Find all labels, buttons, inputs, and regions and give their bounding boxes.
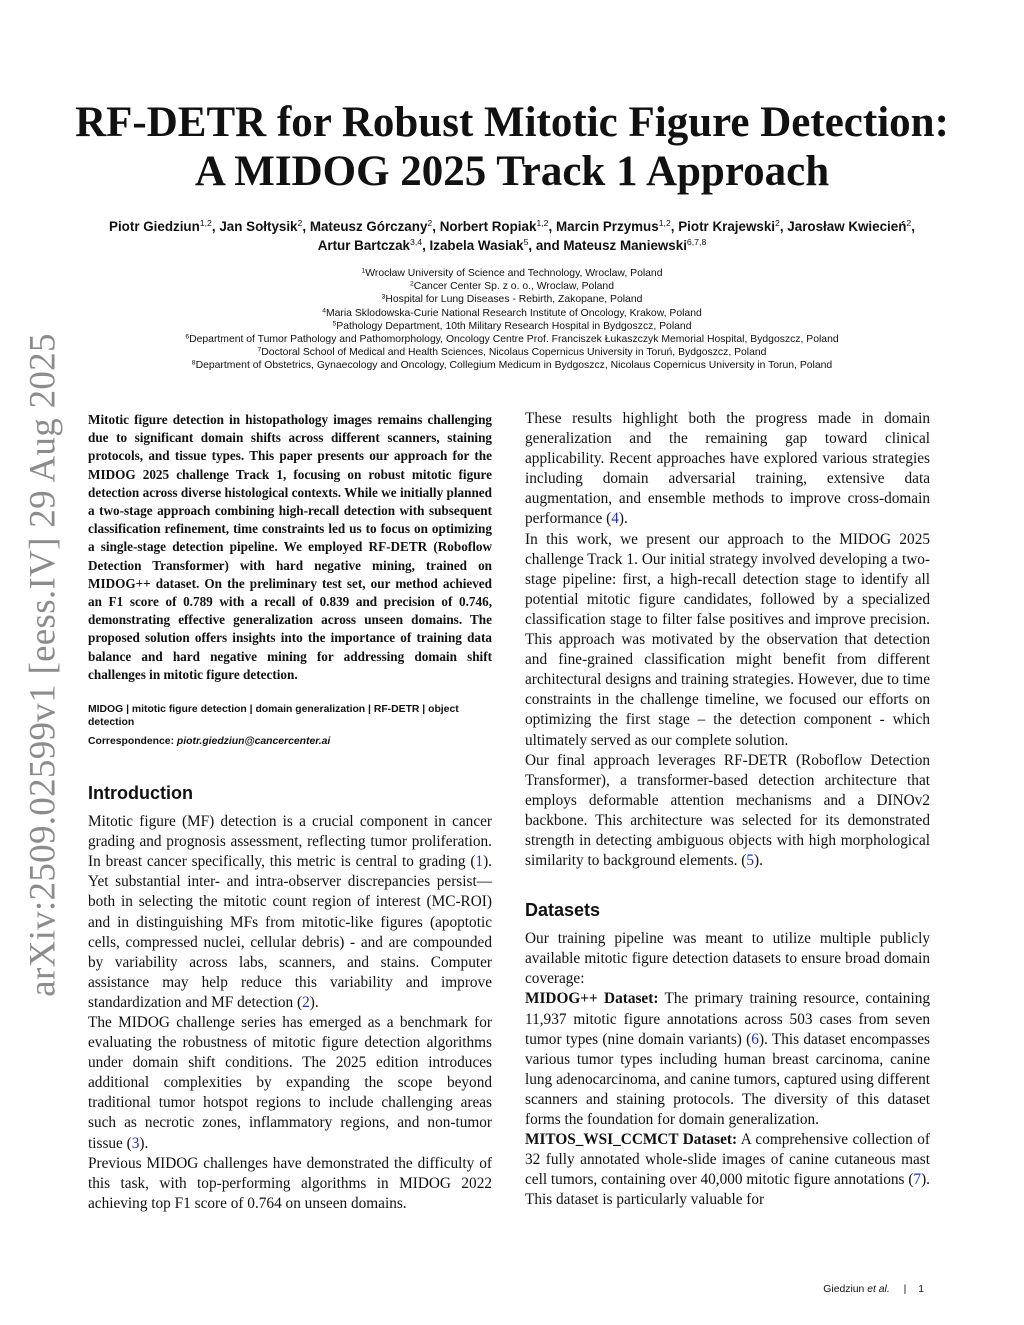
intro-paragraph-5: In this work, we present our approach to the MIDOG 2025 challenge Track 1. Our initial strategy involved developing a two-stage pipeline: first, a high-recall detection stage to identify all potential mitotic figure candidates, followed by a specialized classification stage to filter false positives and improve precision. This approach was motivated by the observation that detection and fine-grained classification might benefit from different architectural designs and training strategies. However, due to time constraints in the challenge timeline, we focused our efforts on optimizing the first stage – the detection component - which ultimately served as our complete solution. [525,530,930,749]
author-name: Artur Bartczak [317,238,410,253]
citation-link[interactable]: 2 [302,993,310,1011]
citation-link[interactable]: 3 [131,1134,140,1152]
author [430,238,529,253]
citation-link[interactable]: 7 [913,1171,922,1189]
section-heading-datasets: Datasets [525,900,601,921]
intro-paragraph-6: Our final approach leverages RF-DETR (Roboflow Detection Transformer), a transformer-based detection architecture that employs deformable attention mechanisms and a DINOv2 backbone. This architecture was selected for its demonstrated strength in detecting ambiguous objects with high morphological similarity to background elements. (5). [525,751,930,870]
citation-link[interactable]: 5 [746,852,754,870]
affiliation-line [110,267,914,280]
paper-title [60,98,964,196]
author-affiliation-marker: 1,2 [658,218,671,229]
affiliation-text: Department of Tumor Pathology and Pathomorphology, Oncology Centre Prof. Franciszek Łukaszczyk Memorial Hospital, Bydgoszcz, Poland [189,334,839,346]
affiliation-number: 1 [361,267,366,275]
affiliation-number: 6 [185,333,190,341]
author [678,219,780,234]
author [109,219,212,234]
correspondence-email[interactable]: piotr.giedziun@cancercenter.ai [176,736,331,748]
right-column [525,409,930,1210]
dataset-name-label: MITOS_WSI_CCMCT Dataset: [525,1131,738,1149]
author-affiliation-marker: 1,2 [536,218,549,229]
author-affiliation-marker: 3,4 [409,237,423,248]
affiliation-text: Cancer Center Sp. z o. o., Wroclaw, Poland [413,281,614,293]
author-name: Piotr Krajewski [678,219,775,234]
affiliation-line [110,359,914,372]
affiliation-line [110,280,914,293]
author [440,219,549,234]
author-affiliation-marker: 2 [775,218,780,229]
arxiv-identifier-stamp: arXiv:2509.02599v1 [eess.IV] 29 Aug 2025 [22,333,64,997]
author-name: Mateusz Maniewski [563,238,687,253]
author-affiliation-marker: 5 [523,237,529,248]
author [219,219,302,234]
affiliation-list [110,267,914,373]
affiliation-line [110,293,914,306]
author-name: Jarosław Kwiecień [787,219,907,234]
author-affiliation-marker: 2 [906,218,912,229]
affiliation-number: 3 [381,293,386,301]
citation-link[interactable]: 1 [475,853,484,871]
intro-paragraph-1: Mitotic figure (MF) detection is a crucial component in cancer grading and prognosis assessment, reflecting tumor proliferation. In breast cancer specifically, this metric is central to grading (1). Yet substantial inter- and intra-observer discrepancies persist—both in selecting the mitotic count region of interest (MC-ROI) and in distinguishing MFs from mitotic-like figures (apoptotic cells, compressed nuclei, cellular debris) - and are compounded by variability across labs, scanners, and stains. Computer assistance may help reduce this variability and improve standardization and MF detection (2). [88,813,492,1011]
intro-paragraph-3: Previous MIDOG challenges have demonstrated the difficulty of this task, with top-performing algorithms in MIDOG 2022 achieving top F1 score of 0.764 on unseen domains. [88,1154,492,1212]
author-name: Piotr Giedziun [109,219,200,234]
author [318,238,422,253]
correspondence [88,735,492,748]
affiliation-number: 4 [322,306,326,314]
author [563,238,706,253]
title-line-2: A MIDOG 2025 Track 1 Approach [194,148,830,195]
affiliation-text: Doctoral School of Medical and Health Sciences, Nicolaus Copernicus University in Toruń, Bydgoszcz, Poland [261,347,767,359]
affiliation-number: 2 [410,280,414,288]
affiliation-text: Department of Obstetrics, Gynaecology and Oncology, Collegium Medicum in Bydgoszcz, Nicolaus Copernicus University in Torun, Poland [195,360,833,372]
affiliation-text: Hospital for Lung Diseases - Rebirth, Zakopane, Poland [385,294,643,306]
affiliation-number: 5 [332,320,337,328]
affiliation-number: 7 [257,346,262,354]
keywords: MIDOG | mitotic figure detection | domain generalization | RF-DETR | object detection [88,704,459,729]
title-line-1: RF-DETR for Robust Mitotic Figure Detection: [75,99,949,146]
intro-paragraph-2: The MIDOG challenge series has emerged as a benchmark for evaluating the robustness of mitotic figure detection algorithms under domain shift conditions. The 2025 edition introduces additional complexities by expanding the scope beyond traditional tumor hotspot regions to include challenging areas such as necrotic zones, inflammatory regions, and non-tumor tissue (3). [88,1013,492,1152]
footer-author: Giedziun [823,1284,865,1295]
author-name: Izabela Wasiak [429,238,524,253]
page-footer [823,1284,924,1295]
author-affiliation-marker: 2 [297,218,303,229]
author-name: Mateusz Górczany [309,219,428,234]
affiliation-line [110,320,914,333]
author [556,219,671,234]
affiliation-line [110,346,914,359]
affiliation-text: Maria Sklodowska-Curie National Research Institute of Oncology, Krakow, Poland [325,307,702,319]
correspondence-label: Correspondence: [88,736,175,748]
left-column [88,411,492,1214]
author-name: Marcin Przymus [555,219,659,234]
author-affiliation-marker: 2 [427,218,433,229]
dataset-name-label: MIDOG++ Dataset: [525,990,659,1008]
author-list: Piotr Giedziun$^{1,2}$, Jan Sołtysik$^2$, Mateusz Górczany$^2$, Norbert Ropiak$^{1,2}$, Marcin Przymus$^{1,2}$, Piotr Krajewski$^2$, Jarosław Kwiecień$^2$, Artur Bartczak$^{3,4}$, Izabela Wasiak$^5$, and Mateusz Maniewski$^{6,7,8}$ [109,218,915,253]
author [787,219,911,234]
footer-separator: | [903,1284,907,1295]
citation-link[interactable]: 4 [611,510,619,528]
affiliation-line [110,307,914,320]
author-name: Jan Sołtysik [219,219,298,234]
midog-pp-paragraph: MIDOG++ Dataset: The primary training resource, containing 11,937 mitotic figure annotations across 503 cases from seven tumor types (nine domain variants) (6). This dataset encompasses various tumor types including human breast carcinoma, canine lung adenocarcinoma, and canine tumors, captured using different scanners and staining protocols. The diversity of this dataset forms the foundation for domain generalization. [525,990,931,1128]
page-number: 1 [918,1284,924,1295]
affiliation-text: Pathology Department, 10th Military Research Hospital in Bydgoszcz, Poland [336,320,692,332]
author-affiliation-marker: 1,2 [199,218,212,229]
affiliation-text: Wrocław University of Science and Technology, Wroclaw, Poland [365,268,663,279]
author-name: Norbert Ropiak [439,219,537,234]
mitos-paragraph: MITOS_WSI_CCMCT Dataset: A comprehensive collection of 32 fully annotated whole-slide images of canine cutaneous mast cell tumors, containing over 40,000 mitotic figure annotations (7). This dataset is particularly valuable for [525,1131,930,1209]
abstract: Mitotic figure detection in histopathology images remains challenging due to significant domain shifts across different scanners, staining protocols, and tissue types. This paper presents our approach for the MIDOG 2025 challenge Track 1, focusing on robust mitotic figure detection across diverse histological contexts. While we initially planned a two-stage approach combining high-recall detection with subsequent classification refinement, time constraints led us to focus on optimizing a single-stage detection pipeline. We employed RF-DETR (Roboflow Detection Transformer) with hard negative mining, trained on MIDOG++ dataset. On the preliminary test set, our method achieved an F1 score of 0.789 with a recall of 0.839 and precision of 0.746, demonstrating effective generalization across unseen domains. The proposed solution offers insights into the importance of training data balance and hard negative mining for addressing domain shift challenges in mitotic figure detection. [88,412,492,682]
section-heading-introduction: Introduction [88,783,193,804]
citation-link[interactable]: 6 [751,1030,759,1048]
datasets-intro-paragraph: Our training pipeline was meant to utilize multiple publicly available mitotic figure detection datasets to ensure broad domain coverage: [525,930,930,988]
footer-etal: et al. [867,1284,890,1295]
affiliation-number: 8 [191,359,196,367]
author [310,219,432,234]
intro-paragraph-4: These results highlight both the progress made in domain generalization and the remaining gap toward clinical applicability. Recent approaches have explored various strategies including domain adversarial training, extensive data augmentation, and ensemble methods to improve cross-domain performance (4). [525,410,930,528]
affiliation-line [110,333,914,346]
author-affiliation-marker: 6,7,8 [686,237,707,248]
